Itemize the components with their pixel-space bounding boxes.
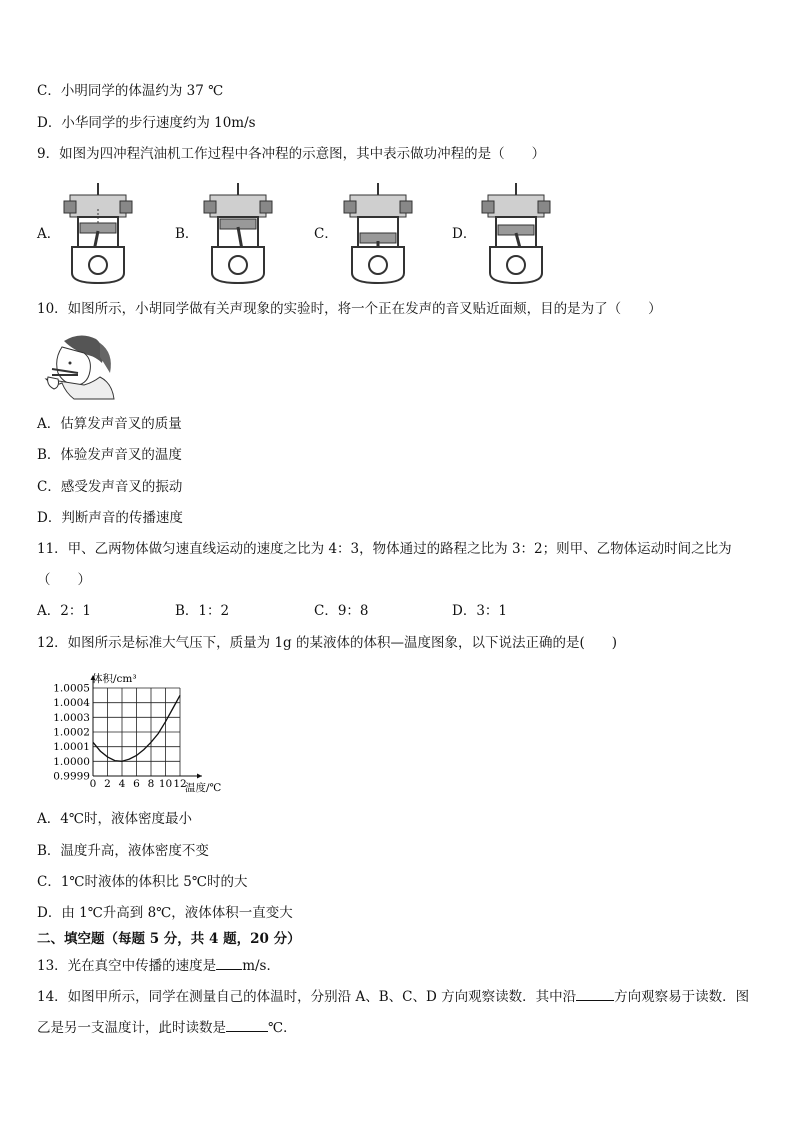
- q12-option-d: D．由 1℃升高到 8℃，液体体积一直变大: [37, 905, 293, 921]
- q14-line-1: [37, 987, 749, 1006]
- q12-option-c: C．1℃时液体的体积比 5℃时的大: [37, 874, 248, 890]
- q9-stem: 9．如图为四冲程汽油机工作过程中各冲程的示意图，其中表示做功冲程的是（ ）: [37, 146, 546, 162]
- chart-grid: [93, 688, 180, 776]
- chart-y-tick-labels: [53, 683, 90, 783]
- x-tick-label: 4: [118, 778, 126, 790]
- q13-text-before: 13．光在真空中传播的速度是: [37, 958, 217, 974]
- x-tick-label: 8: [147, 778, 155, 790]
- q11-bracket: （ ）: [37, 572, 91, 588]
- q11-option-a: A．2：1: [37, 603, 91, 619]
- x-tick-label: 6: [133, 778, 140, 790]
- q9-label-a: A．: [37, 226, 61, 242]
- q9-label-b: B．: [175, 226, 199, 242]
- y-tick-label: 1.0004: [53, 697, 90, 710]
- chart-y-axis-label: 体积/cm³: [92, 673, 137, 685]
- q11-option-b: B．1：2: [175, 603, 230, 619]
- x-axis-arrow: [197, 774, 202, 779]
- q9-label-d: D．: [452, 226, 477, 242]
- q9-label-c: C．: [314, 226, 338, 242]
- section-2-title: 二、填空题（每题 5 分，共 4 题，20 分）: [37, 931, 301, 947]
- tuning-fork-girl-illustration: [44, 333, 116, 403]
- engine-diagram-c: [342, 183, 414, 285]
- x-tick-label: 12: [173, 778, 187, 790]
- chart-x-axis-label: 温度/℃: [185, 782, 222, 794]
- x-tick-label: 10: [158, 778, 173, 790]
- volume-temperature-chart: [48, 670, 238, 796]
- q10-option-c: C．感受发声音叉的振动: [37, 479, 183, 495]
- x-tick-label: 2: [104, 778, 111, 790]
- engine-diagram-d: [480, 183, 552, 285]
- y-tick-label: 1.0002: [53, 726, 90, 739]
- q13-answer-blank[interactable]: [216, 956, 242, 970]
- q14-text-1a: 14．如图甲所示，同学在测量自己的体温时，分别沿 A、B、C、D 方向观察读数．其中沿: [37, 989, 577, 1005]
- q14-reading-blank[interactable]: [226, 1018, 268, 1032]
- q10-option-d: D．判断声音的传播速度: [37, 510, 183, 526]
- q11-option-c: C．9：8: [314, 603, 369, 619]
- q14-line-2: [37, 1018, 297, 1037]
- q14-text-2a: 乙是另一支温度计，此时读数是: [37, 1020, 226, 1036]
- q14-direction-blank[interactable]: [576, 987, 614, 1001]
- y-tick-label: 1.0003: [53, 711, 90, 724]
- q11-stem: 11．甲、乙两物体做匀速直线运动的速度之比为 4：3，物体通过的路程之比为 3：2；则甲、乙物体运动时间之比为: [37, 541, 732, 557]
- q13-line: [37, 956, 280, 975]
- y-tick-label: 1.0005: [53, 682, 90, 695]
- y-tick-label: 1.0001: [53, 741, 90, 754]
- x-tick-label: 0: [89, 778, 97, 790]
- q14-text-1b: 方向观察易于读数．图: [614, 989, 750, 1005]
- y-tick-label: 0.9999: [53, 770, 90, 783]
- q10-option-a: A．估算发声音叉的质量: [37, 416, 182, 432]
- q8-option-c: C．小明同学的体温约为 37 ℃: [37, 83, 224, 99]
- q12-stem: 12．如图所示是标准大气压下，质量为 1g 的某液体的体积—温度图象，以下说法正确的是( ): [37, 635, 618, 651]
- q11-option-d: D．3：1: [452, 603, 508, 619]
- q13-text-after: m/s．: [242, 958, 280, 974]
- q8-option-d: D．小华同学的步行速度约为 10m/s: [37, 115, 256, 131]
- q10-stem: 10．如图所示，小胡同学做有关声现象的实验时，将一个正在发声的音叉贴近面颊，目的是为了（ ）: [37, 301, 662, 317]
- q10-option-b: B．体验发声音叉的温度: [37, 447, 182, 463]
- q14-text-2b: ℃．: [268, 1020, 297, 1036]
- chart-x-tick-labels: [90, 778, 187, 790]
- q12-option-b: B．温度升高，液体密度不变: [37, 843, 209, 859]
- y-tick-label: 1.0000: [53, 755, 90, 768]
- engine-diagram-a: [62, 183, 134, 285]
- q12-option-a: A．4℃时，液体密度最小: [37, 811, 192, 827]
- engine-diagram-b: [202, 183, 274, 285]
